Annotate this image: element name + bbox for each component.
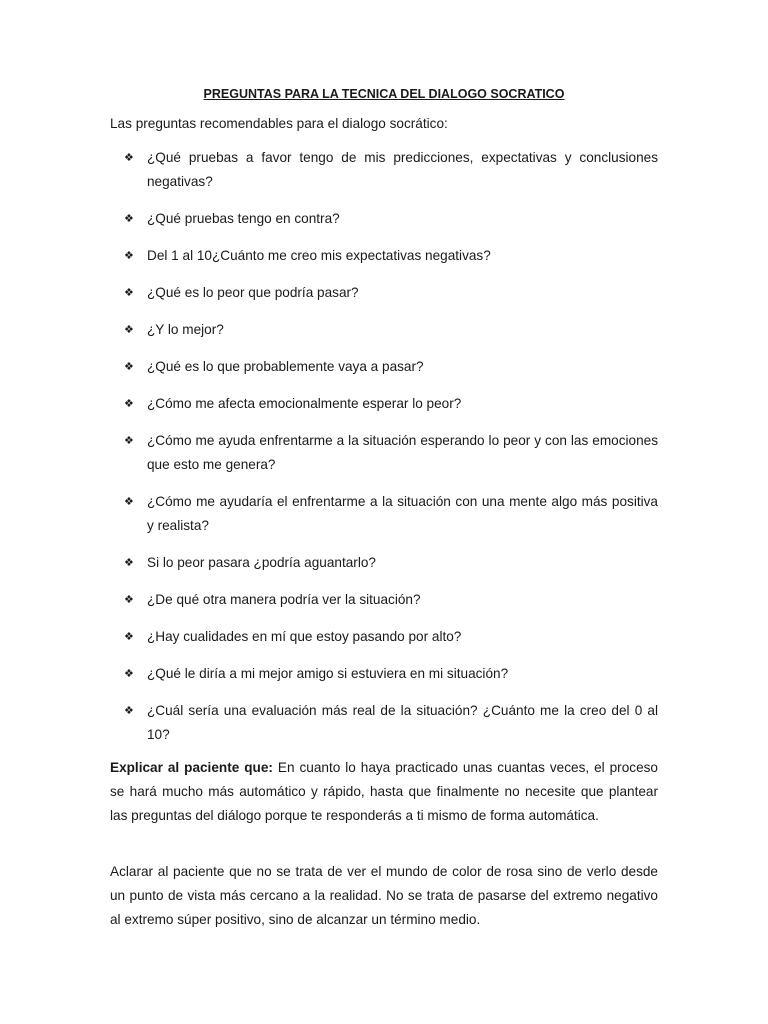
diamond-bullet-icon: ❖ (124, 435, 134, 447)
question-item (124, 355, 658, 379)
question-item (124, 588, 658, 612)
question-text: ¿Qué pruebas a favor tengo de mis predicciones, expectativas y conclusiones negativas? (147, 150, 658, 189)
diamond-bullet-icon: ❖ (124, 287, 134, 299)
question-text: ¿De qué otra manera podría ver la situación? (147, 592, 421, 607)
question-item (124, 625, 658, 649)
question-text: Del 1 al 10¿Cuánto me creo mis expectativas negativas? (147, 248, 491, 263)
diamond-bullet-icon: ❖ (124, 213, 134, 225)
question-text: ¿Cómo me afecta emocionalmente esperar lo peor? (147, 396, 462, 411)
question-item (124, 699, 658, 747)
diamond-bullet-icon: ❖ (124, 250, 134, 262)
question-text: ¿Qué es lo peor que podría pasar? (147, 285, 359, 300)
question-item (124, 392, 658, 416)
questions-list (124, 146, 658, 760)
question-text: ¿Hay cualidades en mí que estoy pasando por alto? (147, 629, 462, 644)
diamond-bullet-icon: ❖ (124, 557, 134, 569)
question-text: ¿Qué le diría a mi mejor amigo si estuviera en mi situación? (147, 666, 509, 681)
question-item (124, 551, 658, 575)
question-item (124, 244, 658, 268)
diamond-bullet-icon: ❖ (124, 361, 134, 373)
document-title: PREGUNTAS PARA LA TECNICA DEL DIALOGO SOCRATICO (203, 87, 565, 101)
question-item (124, 662, 658, 686)
question-item (124, 207, 658, 231)
diamond-bullet-icon: ❖ (124, 324, 134, 336)
question-item (124, 281, 658, 305)
question-item (124, 429, 658, 477)
explanation-paragraph (110, 756, 658, 828)
question-item (124, 490, 658, 538)
question-item (124, 146, 658, 194)
question-text: ¿Cuál sería una evaluación más real de la situación? ¿Cuánto me la creo del 0 al 10? (147, 703, 658, 742)
question-item (124, 318, 658, 342)
diamond-bullet-icon: ❖ (124, 496, 134, 508)
clarification-paragraph: Aclarar al paciente que no se trata de ver el mundo de color de rosa sino de verlo desde un punto de vista más cercano a la realidad. No se trata de pasarse del extremo negativo al extremo súper positivo, sino de alcanzar un término medio. (110, 864, 658, 927)
question-text: Si lo peor pasara ¿podría aguantarlo? (147, 555, 376, 570)
explanation-text: En cuanto lo haya practicado unas cuantas veces, el proceso se hará mucho más automático y rápido, hasta que finalmente no necesite que plantear las preguntas del diálogo porque te responderás a ti mismo de forma automática. (110, 760, 658, 823)
question-text: ¿Qué pruebas tengo en contra? (147, 211, 340, 226)
diamond-bullet-icon: ❖ (124, 668, 134, 680)
explanation-lead: Explicar al paciente que: (110, 760, 273, 775)
intro-text: Las preguntas recomendables para el dialogo socrático: (110, 116, 448, 131)
diamond-bullet-icon: ❖ (124, 631, 134, 643)
question-text: ¿Cómo me ayudaría el enfrentarme a la situación con una mente algo más positiva y realista? (147, 494, 658, 533)
question-text: ¿Y lo mejor? (147, 322, 224, 337)
question-text: ¿Cómo me ayuda enfrentarme a la situación esperando lo peor y con las emociones que esto me genera? (147, 433, 658, 472)
diamond-bullet-icon: ❖ (124, 705, 134, 717)
diamond-bullet-icon: ❖ (124, 398, 134, 410)
diamond-bullet-icon: ❖ (124, 152, 134, 164)
diamond-bullet-icon: ❖ (124, 594, 134, 606)
question-text: ¿Qué es lo que probablemente vaya a pasar? (147, 359, 424, 374)
